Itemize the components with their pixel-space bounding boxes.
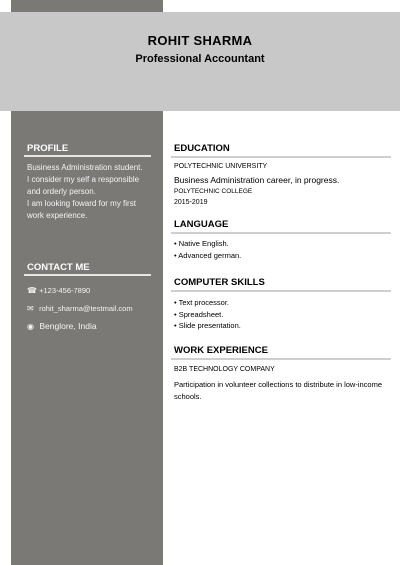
work-experience-heading: WORK EXPERIENCE <box>174 345 268 356</box>
list-item: • Slide presentation. <box>174 321 241 330</box>
education-years: 2015-2019 <box>174 199 208 206</box>
contact-email <box>27 304 133 313</box>
contact-phone <box>27 286 90 295</box>
language-list <box>174 238 241 261</box>
profile-text <box>27 162 155 222</box>
list-item: • Text processor. <box>174 298 230 307</box>
profile-divider <box>24 155 151 157</box>
profile-line: Business Administration student. <box>27 163 143 172</box>
list-item: • Advanced german. <box>174 250 242 260</box>
envelope-icon: ✉ <box>27 304 34 313</box>
computer-skills-heading: COMPUTER SKILLS <box>174 277 265 288</box>
profile-line: and orderly person. <box>27 187 96 196</box>
language-heading: LANGUAGE <box>174 219 229 230</box>
phone-text: +123-456-7890 <box>39 286 91 295</box>
list-item: • Spreadsheet. <box>174 309 224 319</box>
work-experience-divider <box>171 358 391 360</box>
email-text: rohit_sharma@testmail.com <box>39 304 133 313</box>
profile-line: work experience. <box>27 211 88 220</box>
phone-icon: ☎ <box>27 286 37 295</box>
contact-heading: CONTACT ME <box>27 262 90 273</box>
education-divider <box>171 156 391 158</box>
computer-skills-divider <box>171 290 391 292</box>
work-company: B2B TECHNOLOGY COMPANY <box>174 366 275 373</box>
contact-location <box>27 321 97 331</box>
profile-line: I am looking foward for my first <box>27 199 136 208</box>
globe-icon: ◉ <box>27 322 34 331</box>
profile-line: I consider my self a responsible <box>27 175 140 184</box>
education-career: Business Administration career, in progress. <box>174 175 340 185</box>
language-divider <box>171 232 391 234</box>
contact-divider <box>24 274 151 276</box>
profile-heading: PROFILE <box>27 143 69 154</box>
list-item: • Native English. <box>174 239 229 248</box>
resume-name: ROHIT SHARMA <box>147 33 253 48</box>
resume-title: Professional Accountant <box>135 53 265 65</box>
education-university: POLYTECHNIC UNIVERSITY <box>174 163 268 170</box>
location-text: Benglore, India <box>39 321 97 331</box>
computer-skills-list <box>174 297 241 332</box>
education-heading: EDUCATION <box>174 143 230 154</box>
work-description: Participation in volunteer collections to distribute in low-income schools. <box>174 380 383 401</box>
education-college: POLYTECHNIC COLLEGE <box>174 188 253 195</box>
